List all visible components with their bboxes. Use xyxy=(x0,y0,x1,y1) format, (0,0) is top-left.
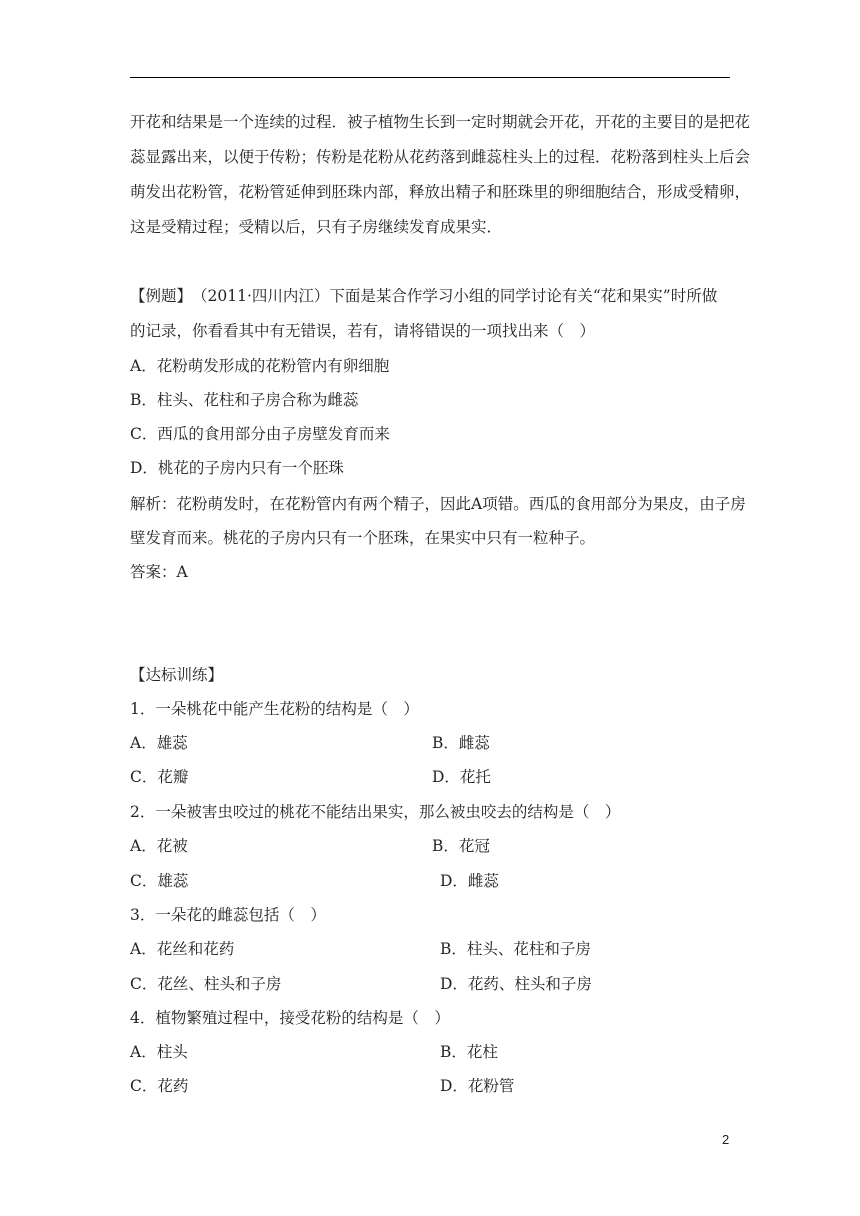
example-option-b: B．柱头、花柱和子房合称为雌蕊 xyxy=(130,391,359,409)
practice-heading: 【达标训练】 xyxy=(130,666,224,684)
q3-option-a: A．花丝和花药 xyxy=(130,940,235,958)
example-question-line-2: 的记录，你看看其中有无错误，若有，请将错误的一项找出来（ ） xyxy=(130,322,596,340)
q3-option-b: B．柱头、花柱和子房 xyxy=(440,940,591,958)
question-1: 1．一朵桃花中能产生花粉的结构是（ ） xyxy=(130,700,419,718)
question-2: 2．一朵被害虫咬过的桃花不能结出果实，那么被虫咬去的结构是（ ） xyxy=(130,803,621,821)
intro-line-2: 蕊显露出来，以便于传粉；传粉是花粉从花药落到雌蕊柱头上的过程．花粉落到柱头上后会 xyxy=(130,148,751,166)
q4-option-a: A．柱头 xyxy=(130,1043,188,1061)
q3-option-d: D．花药、柱头和子房 xyxy=(440,975,592,993)
q2-option-b: B．花冠 xyxy=(432,837,490,855)
q1-option-a: A．雄蕊 xyxy=(130,734,188,752)
example-option-d: D．桃花的子房内只有一个胚珠 xyxy=(130,459,344,477)
header-rule xyxy=(130,77,730,78)
q1-option-d: D．花托 xyxy=(432,768,491,786)
intro-line-4: 这是受精过程；受精以后，只有子房继续发育成果实． xyxy=(130,218,503,236)
q4-option-c: C．花药 xyxy=(130,1077,189,1095)
example-option-a: A．花粉萌发形成的花粉管内有卵细胞 xyxy=(130,357,390,375)
q4-option-d: D．花粉管 xyxy=(440,1077,515,1095)
q3-option-c: C．花丝、柱头和子房 xyxy=(130,975,282,993)
page-number: 2 xyxy=(722,1132,730,1147)
q1-option-b: B．雌蕊 xyxy=(432,734,490,752)
intro-line-1: 开花和结果是一个连续的过程．被子植物生长到一定时期就会开花，开花的主要目的是把花 xyxy=(130,113,751,131)
question-3: 3．一朵花的雌蕊包括（ ） xyxy=(130,906,326,924)
q2-option-a: A．花被 xyxy=(130,837,188,855)
q1-option-c: C．花瓣 xyxy=(130,768,189,786)
q2-option-d: D．雌蕊 xyxy=(440,872,499,890)
example-answer: 答案：A xyxy=(130,563,188,581)
q4-option-b: B．花柱 xyxy=(440,1043,498,1061)
intro-line-3: 萌发出花粉管，花粉管延伸到胚珠内部，释放出精子和胚珠里的卵细胞结合，形成受精卵， xyxy=(130,183,751,201)
example-question-line-1: 【例题】 （2011·四川内江）下面是某合作学习小组的同学讨论有关“花和果实”时所做 xyxy=(130,287,718,305)
question-4: 4．植物繁殖过程中，接受花粉的结构是（ ） xyxy=(130,1009,450,1027)
example-analysis-line-1: 解析：花粉萌发时，在花粉管内有两个精子，因此A项错。西瓜的食用部分为果皮，由子房 xyxy=(130,495,746,513)
example-option-c: C．西瓜的食用部分由子房壁发育而来 xyxy=(130,425,390,443)
q2-option-c: C．雄蕊 xyxy=(130,872,189,890)
example-analysis-line-2: 壁发育而来。桃花的子房内只有一个胚珠，在果实中只有一粒种子。 xyxy=(130,529,596,547)
